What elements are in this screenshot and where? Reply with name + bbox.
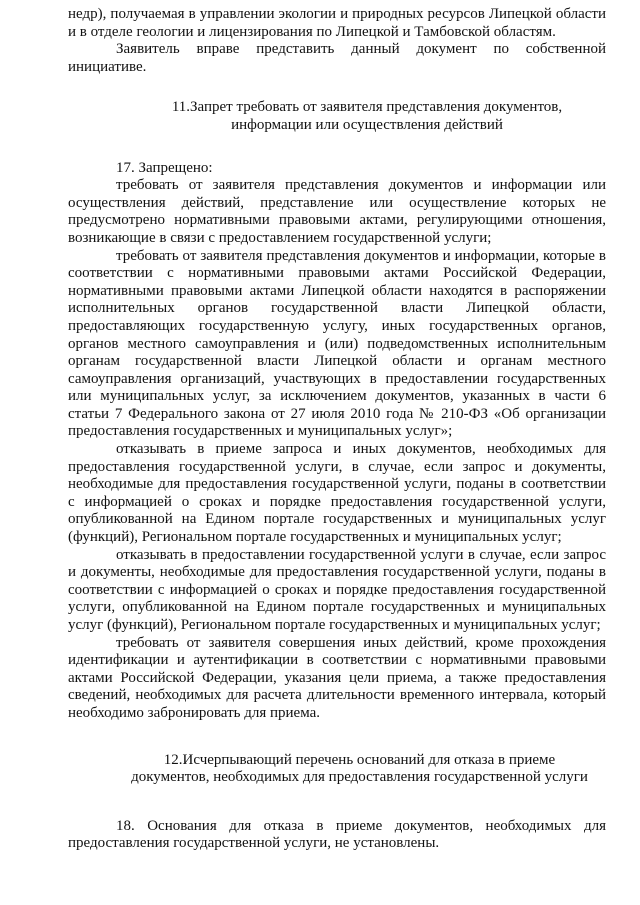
section-heading-line: 11.Запрет требовать от заявителя представления документов, [171, 99, 563, 116]
section-heading-line: информации или осуществления действий [231, 116, 503, 133]
section-12-heading [68, 752, 606, 787]
body-paragraph: отказывать в предоставлении государственной услуги в случае, если запрос и документы, необходимые для предоставления государственной услуги, поданы в соответствии с информацией о сроках и порядке предоставления государственной услуги, опубликованной на Едином портале государственных и муниципальных услуг (функций), Региональном портале государственных и муниципальных услуг; [68, 546, 606, 633]
intro-paragraph: Заявитель вправе представить данный документ по собственной инициативе. [68, 41, 606, 75]
body-paragraph: требовать от заявителя представления документов и информации или осуществления действий, представление или осуществление которых не предусмотрено нормативными правовыми актами, регулирующими отношения, возникающие в связи с предоставлением государственной услуги; [68, 177, 606, 246]
body-paragraph: требовать от заявителя совершения иных действий, кроме прохождения идентификации и аутентификации в соответствии с нормативными правовыми актами Российской Федерации, указания цели приема, а также предоставления сведений, необходимых для расчета длительности временного интервала, который необходимо забронировать для приема. [68, 634, 606, 721]
body-paragraph: 18. Основания для отказа в приеме документов, необходимых для предоставления государственной услуги, не установлены. [68, 817, 606, 852]
body-paragraph: требовать от заявителя представления документов и информации, которые в соответствии с нормативными правовыми актами Российской Федерации, нормативными правовыми актами Липецкой области находятся в распоряжении исполнительных органов государственной власти Липецкой области, предоставляющих государственную услугу, иных государственных органов, органов местного самоуправления и (или) подведомственных исполнительным органам государственной власти Липецкой области и органам местного самоуправления организаций, участвующих в предоставлении государственных или муниципальных услуг, за исключением документов, указанных в части 6 статьи 7 Федерального закона от 27 июля 2010 года № 210-ФЗ «Об организации предоставления государственных и муниципальных услуг»; [68, 247, 606, 440]
item-label: 17. Запрещено: [116, 159, 213, 176]
section-heading: 12.Исчерпывающий перечень оснований для отказа в приеме документов, необходимых для предоставления государственной услуги [131, 751, 588, 786]
section-11-heading [68, 99, 606, 134]
intro-paragraph: недр), получаемая в управлении экологии и природных ресурсов Липецкой области и в отделе геологии и лицензирования по Липецкой и Тамбовской областям. [68, 6, 606, 40]
body-paragraph: отказывать в приеме запроса и иных документов, необходимых для предоставления государственной услуги, в случае, если запрос и документы, необходимые для предоставления государственной услуги, поданы в соответствии с информацией о сроках и порядке предоставления государственной услуги, опубликованной на Едином портале государственных и муниципальных услуг (функций), Региональном портале государственных и муниципальных услуг; [68, 441, 606, 546]
